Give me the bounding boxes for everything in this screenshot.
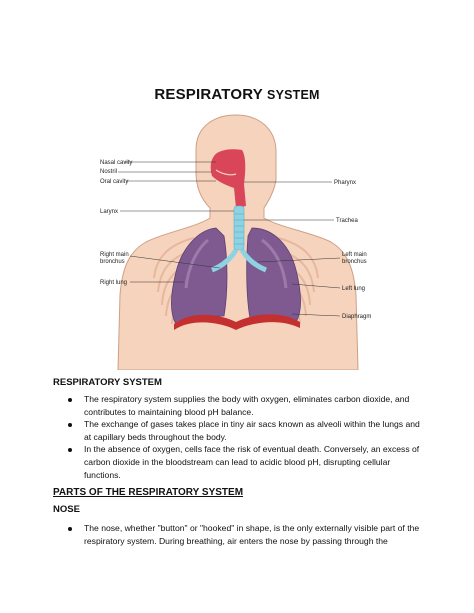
- list-item: In the absence of oxygen, cells face the risk of eventual death. Conversely, an excess of carbon dioxide in the bloodstream can lead to acidic blood pH, disrupting cellular functions.: [64, 443, 429, 481]
- label-right-main-bronchus-line1: Right main: [100, 252, 129, 258]
- title-main: RESPIRATORY: [154, 86, 263, 103]
- label-left-lung: Left lung: [342, 286, 366, 292]
- subheading-nose: NOSE: [53, 504, 80, 515]
- label-oral-cavity: Oral cavity: [100, 179, 129, 185]
- list-item: The exchange of gases takes place in tiny air sacs known as alveoli within the lungs and at capillary beds throughout the body.: [64, 418, 429, 443]
- respiratory-diagram-svg: [96, 110, 386, 370]
- label-larynx: Larynx: [100, 209, 119, 215]
- title-small: SYSTEM: [267, 88, 320, 102]
- section2-bullet-list: [64, 522, 429, 547]
- label-nostril: Nostril: [100, 169, 118, 175]
- label-trachea: Trachea: [336, 218, 358, 224]
- label-left-main-bronchus-line1: Left main: [342, 252, 367, 258]
- label-diaphragm: Diaphragm: [342, 314, 372, 320]
- label-nasal-cavity: Nasal cavity: [100, 160, 133, 166]
- page-title: [0, 86, 474, 103]
- list-item: The respiratory system supplies the body with oxygen, eliminates carbon dioxide, and contributes to maintaining blood pH balance.: [64, 393, 429, 418]
- trachea-shape: [234, 206, 244, 250]
- label-right-main-bronchus-line2: bronchus: [100, 259, 125, 265]
- list-item: The nose, whether "button" or "hooked" in shape, is the only externally visible part of the respiratory system. During breathing, air enters the nose by passing through the: [64, 522, 429, 547]
- section-heading-parts: PARTS OF THE RESPIRATORY SYSTEM: [53, 487, 244, 498]
- respiratory-diagram: [96, 110, 386, 370]
- label-right-lung: Right lung: [100, 280, 128, 286]
- section1-bullet-list: [64, 393, 429, 481]
- label-pharynx: Pharynx: [334, 180, 357, 186]
- section-heading-respiratory-system: RESPIRATORY SYSTEM: [53, 377, 162, 388]
- label-left-main-bronchus-line2: bronchus: [342, 259, 367, 265]
